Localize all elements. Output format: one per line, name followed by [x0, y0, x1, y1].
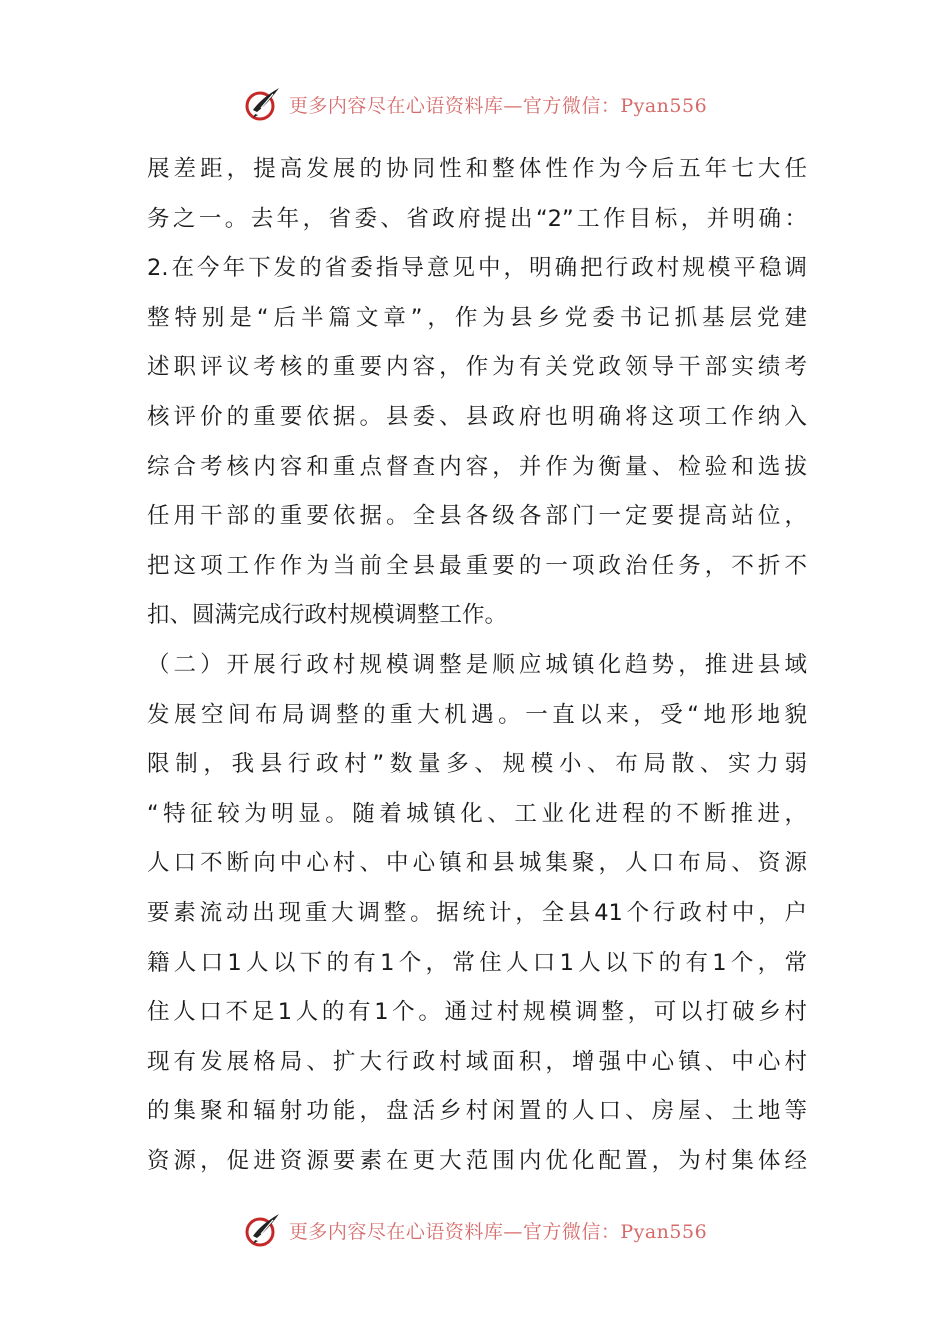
- body-line: 的集聚和辐射功能，盘活乡村闲置的人口、房屋、土地等: [147, 1098, 807, 1125]
- body-line: 2.在今年下发的省委指导意见中，明确把行政村规模平稳调: [147, 255, 807, 282]
- body-line: 任用干部的重要依据。全县各级各部门一定要提高站位，: [147, 503, 807, 530]
- quill-pen-logo-icon: [243, 1210, 283, 1250]
- body-line: （二）开展行政村规模调整是顺应城镇化趋势，推进县域: [147, 651, 807, 678]
- body-line: 整特别是“后半篇文章”，作为县乡党委书记抓基层党建: [147, 304, 807, 331]
- body-line: 扣、圆满完成行政村规模调整工作。: [147, 602, 508, 629]
- document-body: [147, 145, 807, 1186]
- footer-watermark: [0, 1206, 950, 1254]
- body-line: “特征较为明显。随着城镇化、工业化进程的不断推进，: [147, 800, 807, 827]
- body-line: 资源，促进资源要素在更大范围内优化配置，为村集体经: [147, 1147, 807, 1174]
- body-line: 籍人口1人以下的有1个，常住人口1人以下的有1个，常: [147, 949, 807, 976]
- body-line: 综合考核内容和重点督查内容，并作为衡量、检验和选拔: [147, 453, 807, 480]
- body-line: 展差距，提高发展的协同性和整体性作为今后五年七大任: [147, 156, 807, 182]
- body-line: 人口不断向中心村、中心镇和县城集聚，人口布局、资源: [147, 850, 807, 877]
- body-line: 现有发展格局、扩大行政村域面积，增强中心镇、中心村: [147, 1048, 807, 1075]
- body-line: 要素流动出现重大调整。据统计，全县41个行政村中，户: [147, 899, 807, 926]
- body-line: 述职评议考核的重要内容，作为有关党政领导干部实绩考: [147, 354, 807, 381]
- quill-pen-logo-icon: [243, 84, 283, 124]
- body-line: 住人口不足1人的有1个。通过村规模调整，可以打破乡村: [147, 999, 807, 1026]
- footer-watermark-text: 更多内容尽在心语资料库—官方微信：Pyan556: [288, 1220, 708, 1243]
- body-line: 核评价的重要依据。县委、县政府也明确将这项工作纳入: [147, 403, 807, 430]
- body-line: 限制，我县行政村”数量多、规模小、布局散、实力弱: [147, 751, 807, 778]
- header-watermark: [0, 80, 950, 128]
- body-line: 把这项工作作为当前全县最重要的一项政治任务，不折不: [147, 552, 807, 579]
- header-watermark-text: 更多内容尽在心语资料库—官方微信：Pyan556: [288, 94, 708, 117]
- body-line: 务之一。去年，省委、省政府提出“2”工作目标，并明确：: [147, 205, 807, 232]
- body-line: 发展空间布局调整的重大机遇。一直以来，受“地形地貌: [147, 701, 807, 728]
